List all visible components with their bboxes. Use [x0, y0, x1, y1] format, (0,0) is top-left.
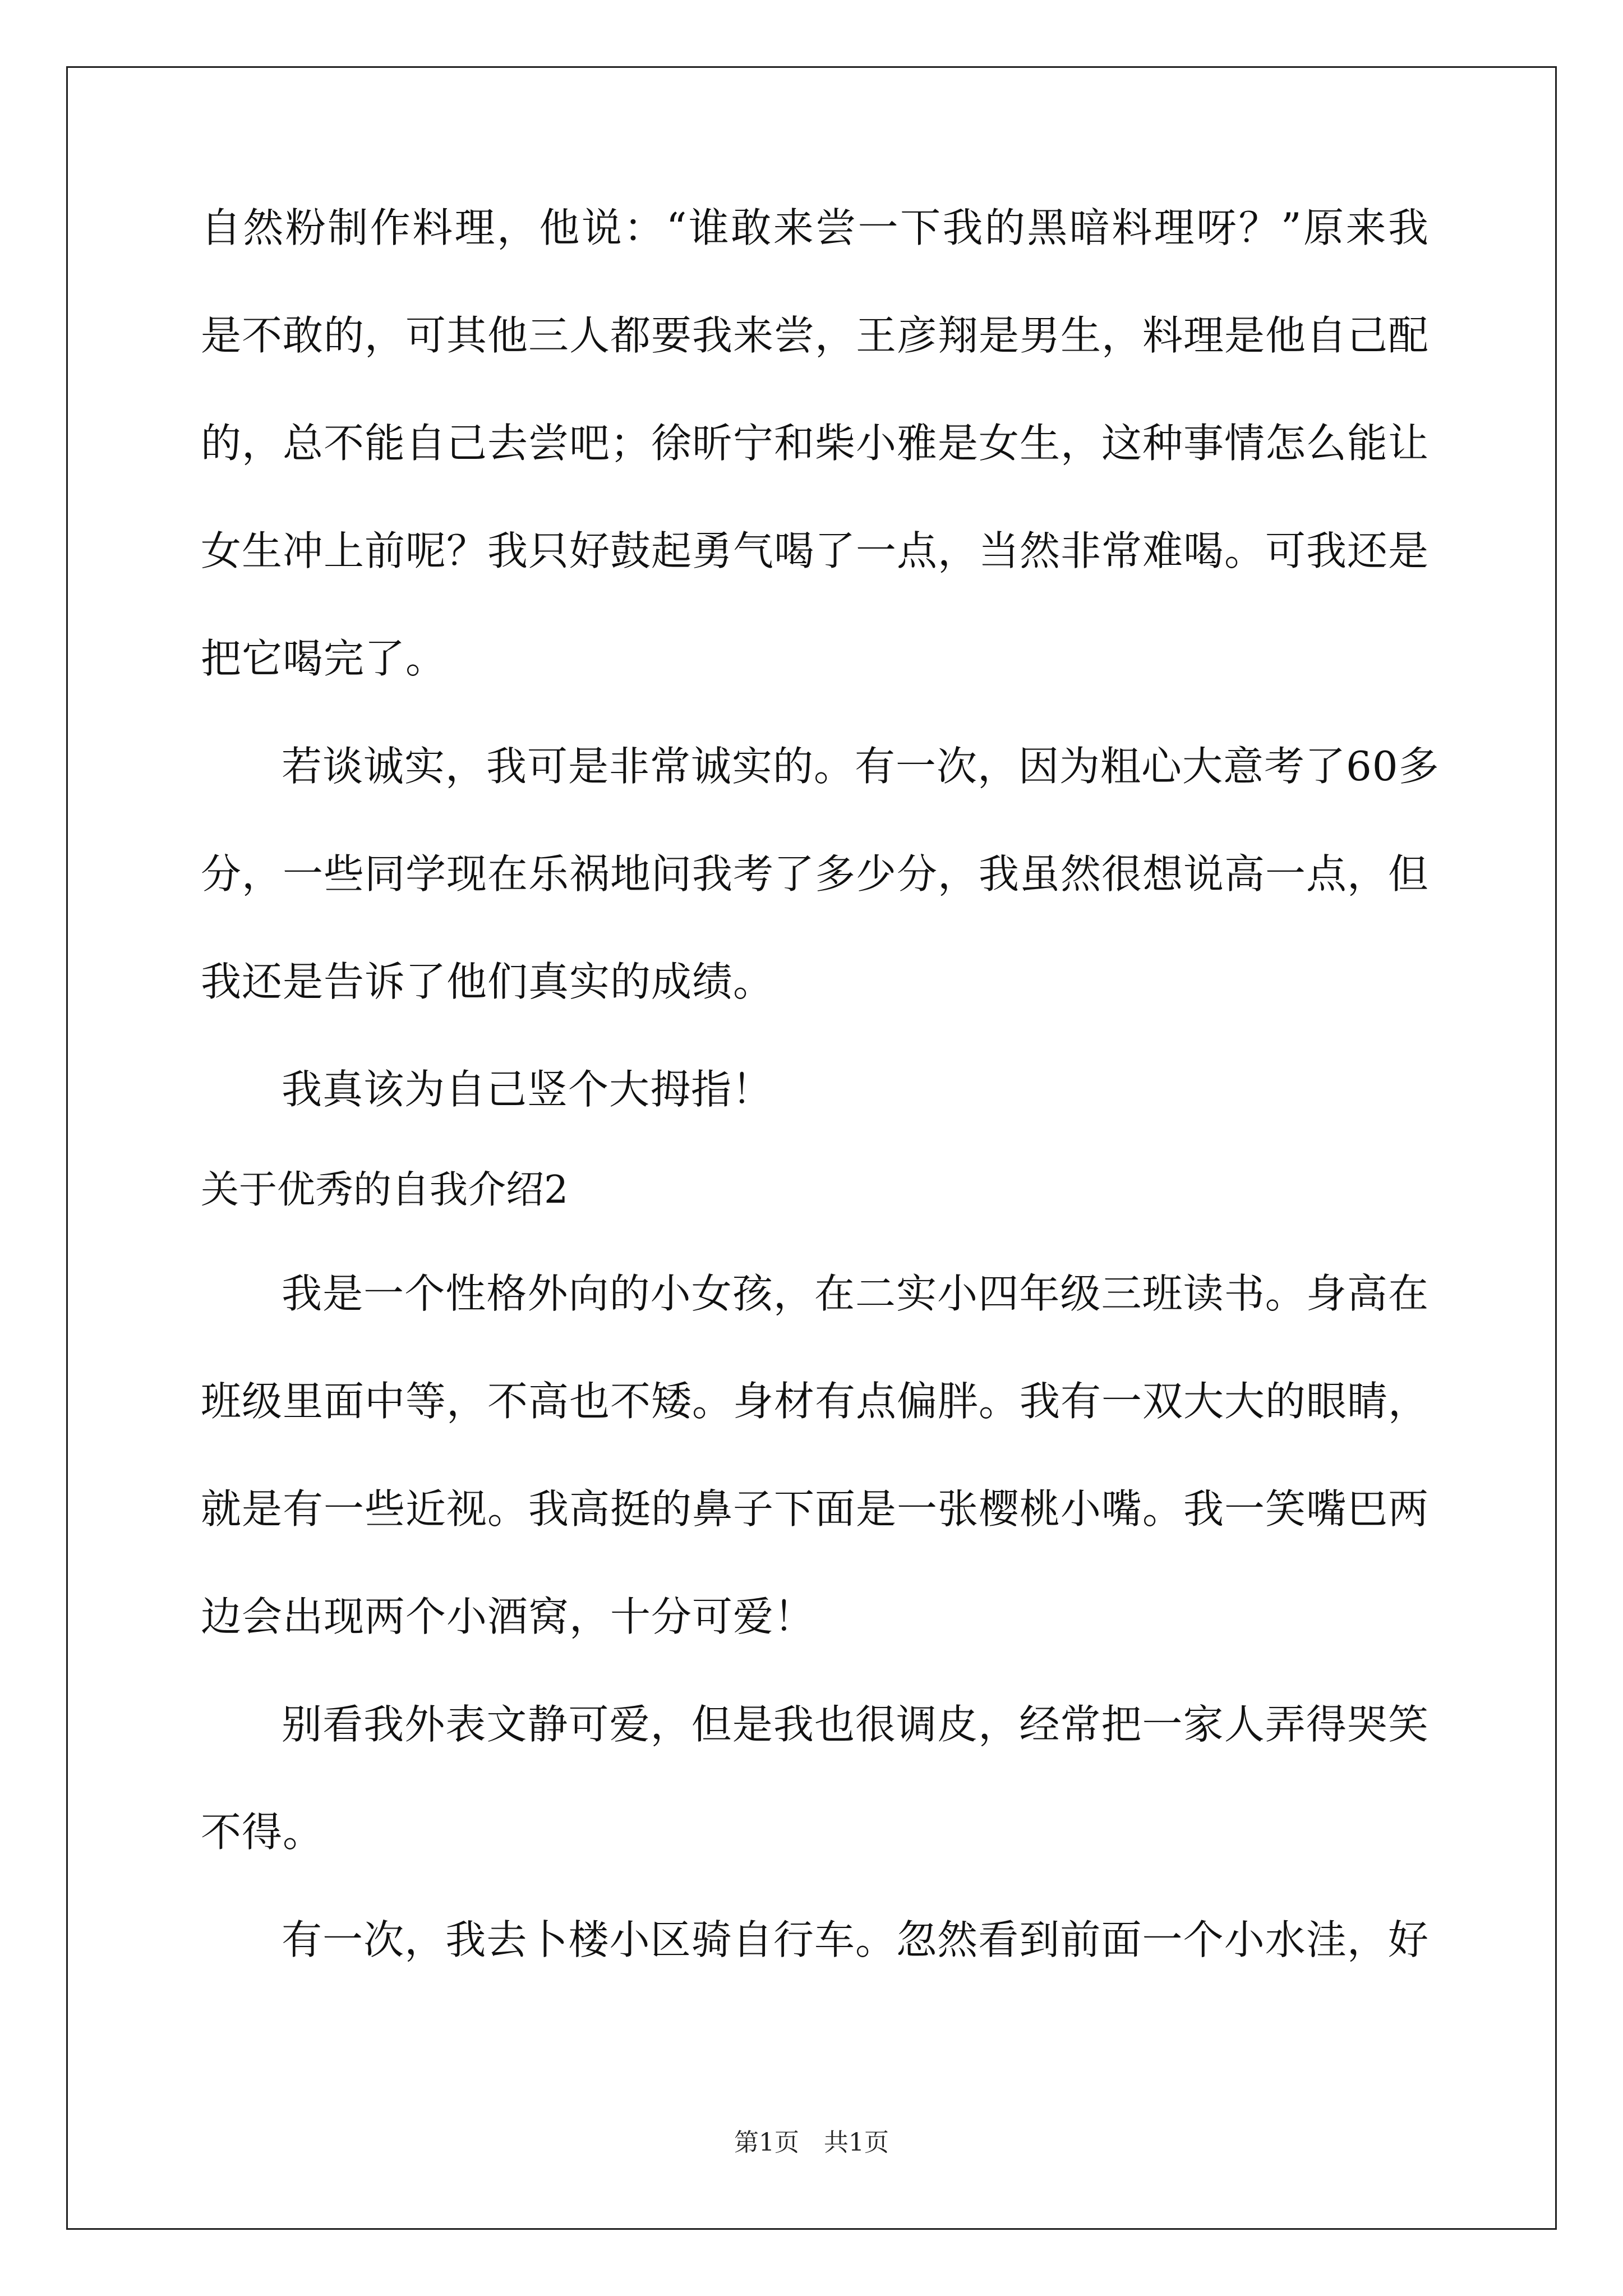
text-line: 女生冲上前呢？我只好鼓起勇气喝了一点，当然非常难喝。可我还是 — [201, 527, 1430, 574]
page-border — [66, 66, 1557, 2230]
page-total: 共1页 — [824, 2128, 889, 2157]
text-line: 自然粉制作料理，他说：“谁敢来尝一下我的黑暗料理呀？”原来我 — [201, 204, 1429, 251]
text-line: 把它喝完了。 — [201, 635, 447, 682]
text-line: 不得。 — [201, 1809, 324, 1856]
paragraph-first-line: 有一次，我去卜楼小区骑自行车。忽然看到前面一个小水洼，好 — [282, 1916, 1429, 1963]
paragraph-first-line: 我是一个性格外向的小女孩，在二实小四年级三班读书。身高在 — [282, 1270, 1429, 1317]
section-heading: 关于优秀的自我介绍2 — [201, 1168, 569, 1212]
paragraph-first-line: 若谈诚实，我可是非常诚实的。有一次，因为粗心大意考了60多 — [282, 743, 1440, 790]
text-line: 边会出现两个小酒窝，十分可爱！ — [201, 1593, 815, 1640]
paragraph-first-line: 别看我外表文静可爱，但是我也很调皮，经常把一家人弄得哭笑 — [282, 1701, 1429, 1748]
text-line: 班级里面中等，不高也不矮。身材有点偏胖。我有一双大大的眼睛， — [201, 1378, 1430, 1425]
page-number: 第1页 — [734, 2128, 799, 2157]
text-line: 就是有一些近视。我高挺的鼻子下面是一张樱桃小嘴。我一笑嘴巴两 — [201, 1485, 1430, 1533]
text-line: 我还是告诉了他们真实的成绩。 — [201, 958, 774, 1005]
text-line: 是不敢的，可其他三人都要我来尝，王彦翔是男生，料理是他自己配 — [201, 312, 1430, 359]
text-line: 的，总不能自己去尝吧；徐昕宁和柴小雅是女生，这种事情怎么能让 — [201, 420, 1430, 467]
page-footer — [0, 2126, 1623, 2160]
text-line: 分，一些同学现在乐祸地问我考了多少分，我虽然很想说高一点，但 — [201, 850, 1430, 898]
paragraph-first-line: 我真该为自己竖个大拇指！ — [282, 1066, 773, 1113]
